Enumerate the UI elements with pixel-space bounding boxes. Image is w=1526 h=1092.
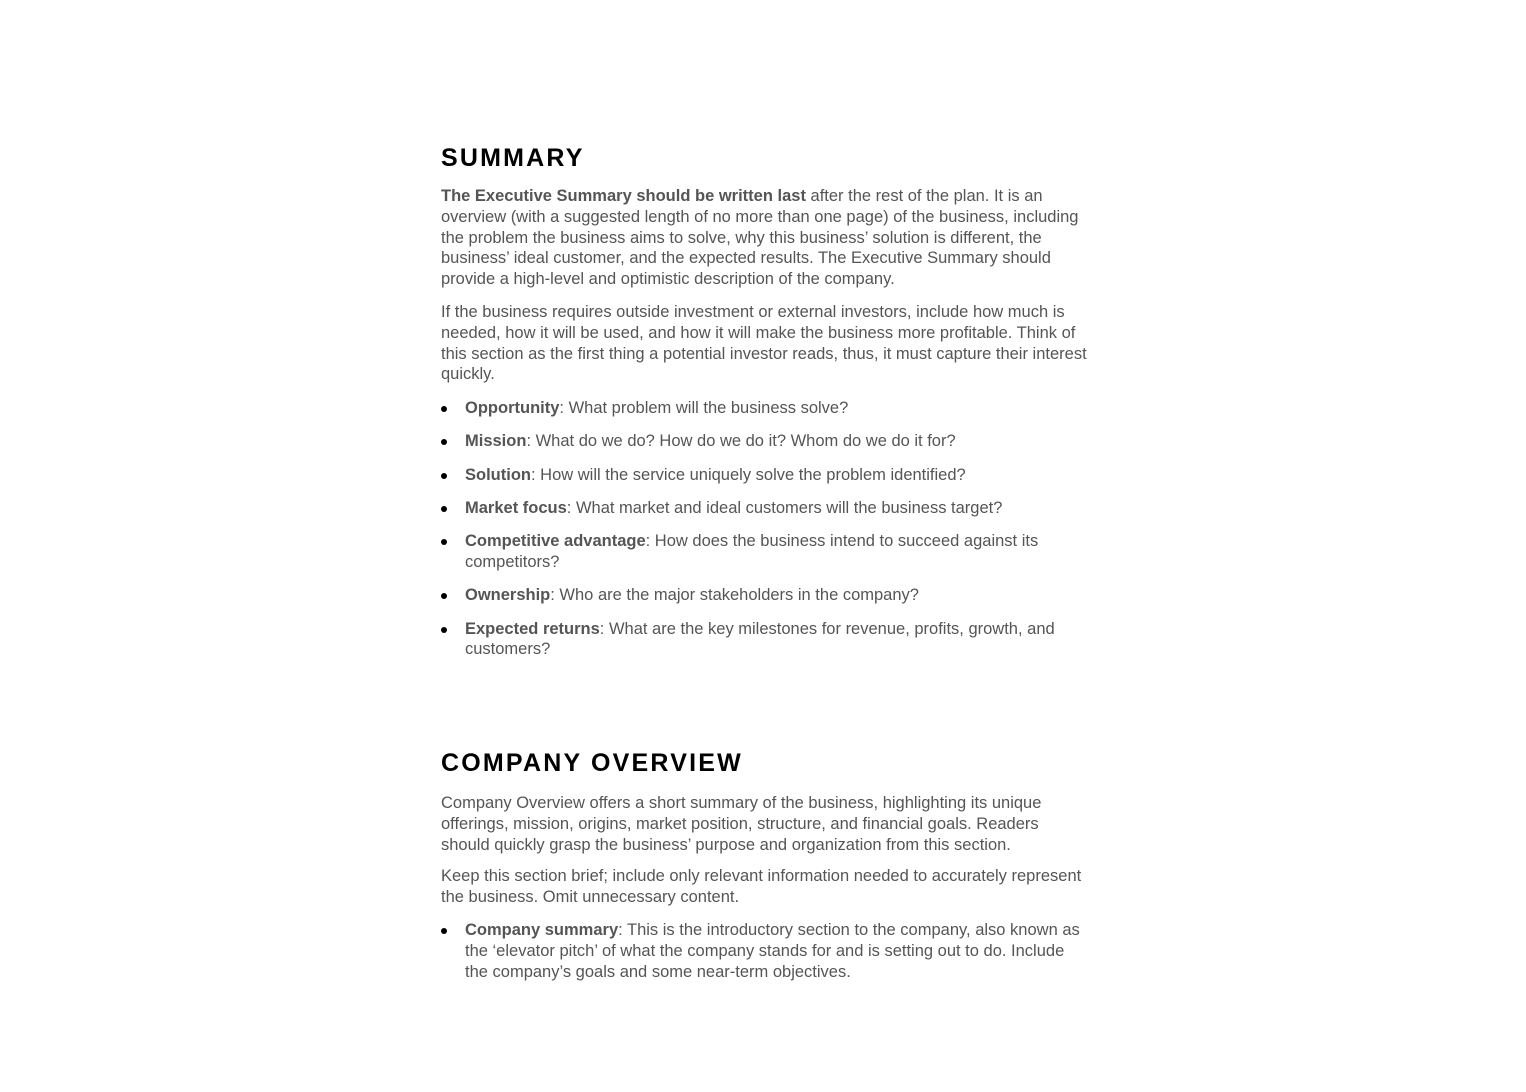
bullet-term: Company summary bbox=[465, 921, 619, 939]
summary-paragraph-1-text: after the rest of the plan. It is an overview (with a suggested length of no more than one page) of the business, including the problem the business aims to solve, why this business’ solution is different, the business’ ideal customer, and the expected results. The Executive Summary should provide a high-level and optimistic description of the company. bbox=[441, 187, 1079, 289]
bullet-term: Ownership bbox=[465, 586, 551, 605]
bullet-icon bbox=[441, 593, 447, 599]
bullet-term: Competitive advantage bbox=[465, 532, 646, 551]
bullet-icon bbox=[441, 473, 447, 479]
overview-paragraph-2-text: Keep this section brief; include only relevant information needed to accurately represent the business. Omit unnecessary content. bbox=[441, 867, 1082, 906]
overview-bullet-list bbox=[441, 920, 1085, 982]
list-item bbox=[441, 498, 1085, 519]
bullet-text: : How will the service uniquely solve the problem identified? bbox=[530, 465, 966, 484]
bullet-icon bbox=[441, 506, 447, 512]
list-item bbox=[441, 920, 1085, 982]
list-item bbox=[441, 531, 1085, 573]
company-overview-heading: COMPANY OVERVIEW bbox=[441, 749, 743, 777]
list-item bbox=[441, 465, 1085, 486]
summary-paragraph-1 bbox=[441, 186, 1091, 290]
bullet-icon bbox=[441, 439, 447, 445]
bullet-text: : How does the business intend to succeed against its competitors? bbox=[465, 532, 1039, 571]
bullet-term: Opportunity bbox=[465, 399, 560, 417]
bullet-term: Mission bbox=[465, 432, 527, 451]
summary-paragraph-2 bbox=[441, 302, 1091, 385]
summary-bullet-list bbox=[441, 398, 1085, 660]
bullet-text: : Who are the major stakeholders in the company? bbox=[550, 586, 919, 605]
list-item bbox=[441, 398, 1085, 419]
bullet-icon bbox=[441, 928, 447, 934]
bullet-text: : What do we do? How do we do it? Whom do we do it for? bbox=[526, 432, 956, 451]
bullet-term: Solution bbox=[465, 465, 531, 484]
overview-paragraph-2 bbox=[441, 866, 1091, 908]
bullet-icon bbox=[441, 406, 447, 412]
summary-paragraph-2-text: If the business requires outside investment or external investors, include how much is needed, how it will be used, and how it will make the business more profitable. Think of this section as the first thing a potential investor reads, thus, it must capture their interest quickly. bbox=[441, 303, 1087, 384]
bullet-text: : This is the introductory section to the company, also known as the ‘elevator pitch’ of what the company stands for and is setting out to do. Include the company’s goals and some near-term objectives. bbox=[465, 921, 1080, 981]
bullet-text: : What problem will the business solve? bbox=[559, 399, 849, 417]
list-item bbox=[441, 619, 1085, 661]
overview-paragraph-1 bbox=[441, 793, 1091, 855]
bullet-icon bbox=[441, 539, 447, 545]
bullet-term: Expected returns bbox=[465, 619, 600, 638]
bullet-text: : What are the key milestones for revenue, profits, growth, and customers? bbox=[465, 619, 1055, 659]
overview-paragraph-1-text: Company Overview offers a short summary of the business, highlighting its unique offerings, mission, origins, market position, structure, and financial goals. Readers should quickly grasp the business’ purpose and organization from this section. bbox=[441, 794, 1042, 854]
list-item bbox=[441, 585, 1085, 606]
summary-heading: SUMMARY bbox=[441, 144, 585, 172]
bullet-icon bbox=[441, 627, 447, 633]
summary-paragraph-1-bold: The Executive Summary should be written last bbox=[441, 187, 806, 205]
bullet-text: : What market and ideal customers will the business target? bbox=[566, 498, 1003, 517]
list-item bbox=[441, 431, 1085, 452]
bullet-term: Market focus bbox=[465, 498, 567, 517]
